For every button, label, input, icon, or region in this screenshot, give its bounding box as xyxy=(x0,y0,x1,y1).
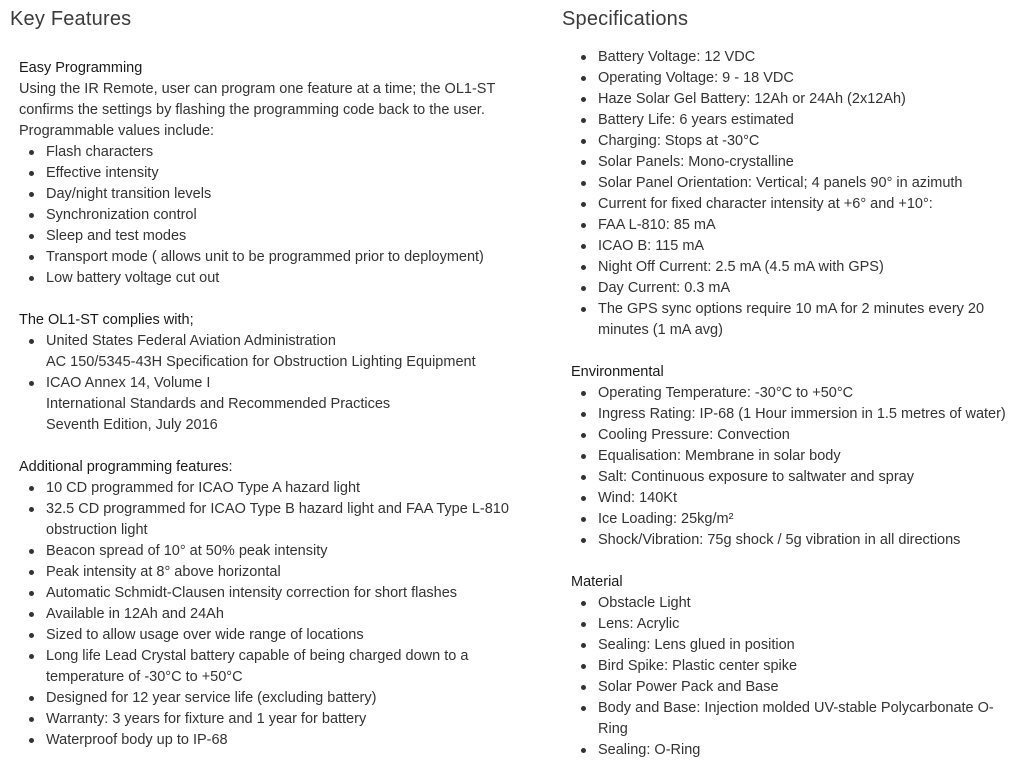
list-item: Transport mode ( allows unit to be programmed prior to deployment) xyxy=(19,247,524,268)
list-item: Designed for 12 year service life (excluding battery) xyxy=(19,688,519,709)
list-item: Battery Voltage: 12 VDC xyxy=(571,47,1016,68)
list-item: Solar Panel Orientation: Vertical; 4 panels 90° in azimuth xyxy=(571,173,1016,194)
list-item: Warranty: 3 years for fixture and 1 year for battery xyxy=(19,709,519,730)
list-item: Wind: 140Kt xyxy=(571,488,1033,509)
complies-line: International Standards and Recommended Practices xyxy=(46,396,391,412)
additional-features-title: Additional programming features: xyxy=(19,459,233,475)
list-item: Effective intensity xyxy=(19,163,524,184)
list-item: Equalisation: Membrane in solar body xyxy=(571,446,1033,467)
list-item: Sized to allow usage over wide range of locations xyxy=(19,625,519,646)
list-item: Flash characters xyxy=(19,142,524,163)
easy-programming-title: Easy Programming xyxy=(19,60,143,76)
complies-line: Seventh Edition, July 2016 xyxy=(46,417,218,433)
list-item: Sleep and test modes xyxy=(19,226,524,247)
list-item: Ice Loading: 25kg/m² xyxy=(571,509,1033,530)
list-item: Battery Life: 6 years estimated xyxy=(571,110,1016,131)
additional-features-list xyxy=(19,478,519,751)
list-item: Salt: Continuous exposure to saltwater and spray xyxy=(571,467,1033,488)
list-item: Beacon spread of 10° at 50% peak intensity xyxy=(19,541,519,562)
specifications-heading: Specifications xyxy=(562,8,689,30)
general-specs-list xyxy=(571,47,1016,341)
list-item: Sealing: O-Ring xyxy=(571,740,1016,761)
list-item: ICAO B: 115 mA xyxy=(571,236,1016,257)
general-specs-section xyxy=(571,47,1016,341)
complies-line: ICAO Annex 14, Volume I xyxy=(46,375,211,391)
list-item: Cooling Pressure: Convection xyxy=(571,425,1033,446)
easy-programming-paragraph: Using the IR Remote, user can program one feature at a time; the OL1-ST confirms the settings by flashing the programming code back to the user. Programmable values include: xyxy=(19,81,496,139)
list-item: Bird Spike: Plastic center spike xyxy=(571,656,1016,677)
list-item: 32.5 CD programmed for ICAO Type B hazard light and FAA Type L-810 obstruction light xyxy=(19,499,519,541)
list-item: Sealing: Lens glued in position xyxy=(571,635,1016,656)
list-item: Operating Voltage: 9 - 18 VDC xyxy=(571,68,1016,89)
list-item: Operating Temperature: -30°C to +50°C xyxy=(571,383,1033,404)
list-item: Available in 12Ah and 24Ah xyxy=(19,604,519,625)
list-item: The GPS sync options require 10 mA for 2 minutes every 20 minutes (1 mA avg) xyxy=(571,299,1016,341)
list-item: Body and Base: Injection molded UV-stable Polycarbonate O-Ring xyxy=(571,698,1016,740)
list-item: Day Current: 0.3 mA xyxy=(571,278,1016,299)
list-item: Lens: Acrylic xyxy=(571,614,1016,635)
list-item: Automatic Schmidt-Clausen intensity correction for short flashes xyxy=(19,583,519,604)
list-item: Haze Solar Gel Battery: 12Ah or 24Ah (2x12Ah) xyxy=(571,89,1016,110)
complies-title: The OL1-ST complies with; xyxy=(19,312,194,328)
complies-section xyxy=(19,310,524,436)
material-section xyxy=(571,572,1016,761)
list-item: Long life Lead Crystal battery capable of being charged down to a temperature of -30°C to +50°C xyxy=(19,646,519,688)
list-item: Synchronization control xyxy=(19,205,524,226)
easy-programming-section xyxy=(19,58,524,289)
environmental-title: Environmental xyxy=(571,364,664,380)
environmental-list xyxy=(571,383,1033,551)
complies-line: AC 150/5345-43H Specification for Obstruction Lighting Equipment xyxy=(46,354,476,370)
environmental-section xyxy=(571,362,1033,551)
list-item: Shock/Vibration: 75g shock / 5g vibration in all directions xyxy=(571,530,1033,551)
list-item: 10 CD programmed for ICAO Type A hazard light xyxy=(19,478,519,499)
key-features-heading: Key Features xyxy=(10,8,132,30)
list-item: Obstacle Light xyxy=(571,593,1016,614)
material-title: Material xyxy=(571,574,623,590)
list-item: Solar Power Pack and Base xyxy=(571,677,1016,698)
list-item: Solar Panels: Mono-crystalline xyxy=(571,152,1016,173)
list-item xyxy=(19,331,524,373)
programmable-values-list xyxy=(19,142,524,289)
list-item xyxy=(19,373,524,436)
material-list xyxy=(571,593,1016,761)
complies-list xyxy=(19,331,524,436)
list-item: Current for fixed character intensity at +6° and +10°: xyxy=(571,194,1016,215)
list-item: Night Off Current: 2.5 mA (4.5 mA with GPS) xyxy=(571,257,1016,278)
list-item: Peak intensity at 8° above horizontal xyxy=(19,562,519,583)
list-item: Charging: Stops at -30°C xyxy=(571,131,1016,152)
list-item: Ingress Rating: IP-68 (1 Hour immersion in 1.5 metres of water) xyxy=(571,404,1033,425)
list-item: Low battery voltage cut out xyxy=(19,268,524,289)
complies-line: United States Federal Aviation Administration xyxy=(46,333,336,349)
list-item: Waterproof body up to IP-68 xyxy=(19,730,519,751)
additional-features-section xyxy=(19,457,519,751)
list-item: Day/night transition levels xyxy=(19,184,524,205)
list-item: FAA L-810: 85 mA xyxy=(571,215,1016,236)
